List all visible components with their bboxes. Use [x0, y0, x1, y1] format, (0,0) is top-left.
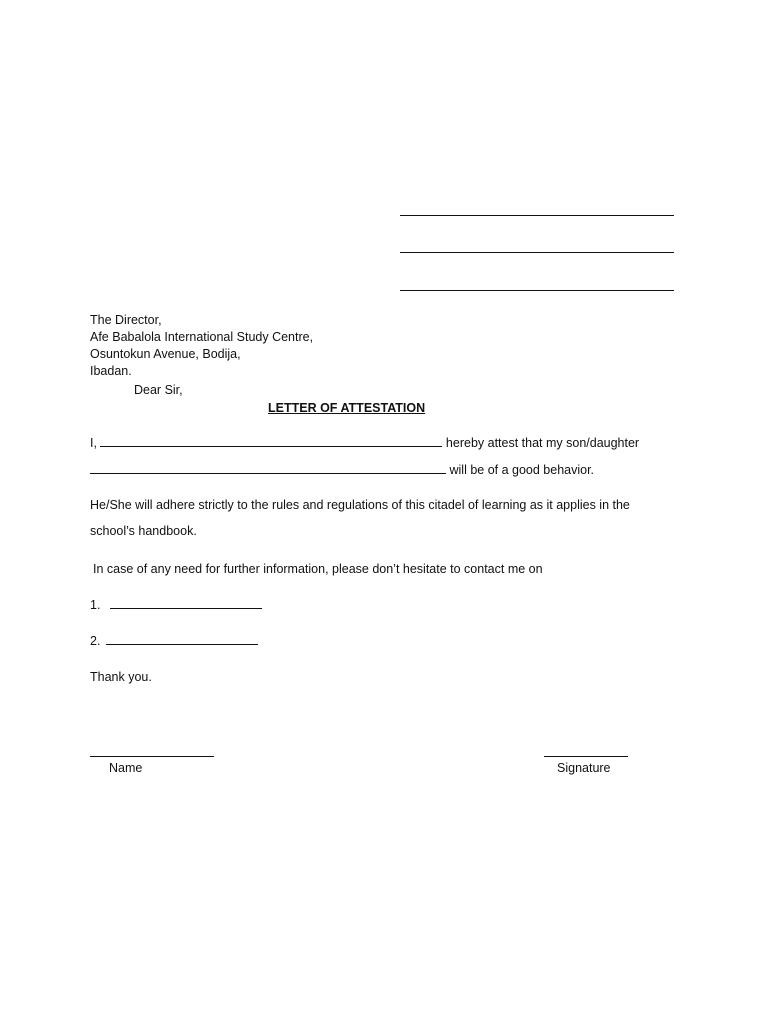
signature-label: Signature: [557, 761, 611, 775]
signature-blank[interactable]: [544, 756, 628, 757]
student-name-blank[interactable]: [90, 462, 446, 474]
behavior-line: [90, 462, 594, 478]
contact-2-label: 2.: [90, 634, 101, 648]
contact-line: In case of any need for further information, please don’t hesitate to contact me on: [93, 562, 543, 576]
attest-prefix: I,: [90, 436, 97, 450]
recipient-line-4: Ibadan.: [90, 364, 132, 378]
contact-1-blank[interactable]: [110, 597, 262, 609]
recipient-line-1: The Director,: [90, 313, 162, 327]
recipient-line-2: Afe Babalola International Study Centre,: [90, 330, 314, 344]
rules-line-2: school’s handbook.: [90, 524, 197, 538]
behavior-suffix: will be of a good behavior.: [449, 463, 595, 477]
sender-address-blank-1[interactable]: [400, 215, 674, 216]
sender-address-blank-3[interactable]: [400, 290, 674, 291]
contact-1-label: 1.: [90, 598, 101, 612]
rules-line-1: He/She will adhere strictly to the rules and regulations of this citadel of learning as it applies in the: [90, 498, 630, 512]
attest-suffix: hereby attest that my son/daughter: [445, 436, 640, 450]
salutation: Dear Sir,: [134, 383, 183, 397]
letter-title: LETTER OF ATTESTATION: [268, 401, 426, 415]
contact-2-blank[interactable]: [106, 633, 258, 645]
name-label: Name: [109, 761, 143, 775]
sender-address-blank-2[interactable]: [400, 252, 674, 253]
attest-line: [90, 435, 639, 451]
parent-name-blank[interactable]: [100, 435, 442, 447]
closing: Thank you.: [90, 670, 152, 684]
recipient-line-3: Osuntokun Avenue, Bodija,: [90, 347, 241, 361]
name-blank[interactable]: [90, 756, 214, 757]
contact-entry-2: [90, 633, 258, 649]
contact-entry-1: [90, 597, 262, 613]
